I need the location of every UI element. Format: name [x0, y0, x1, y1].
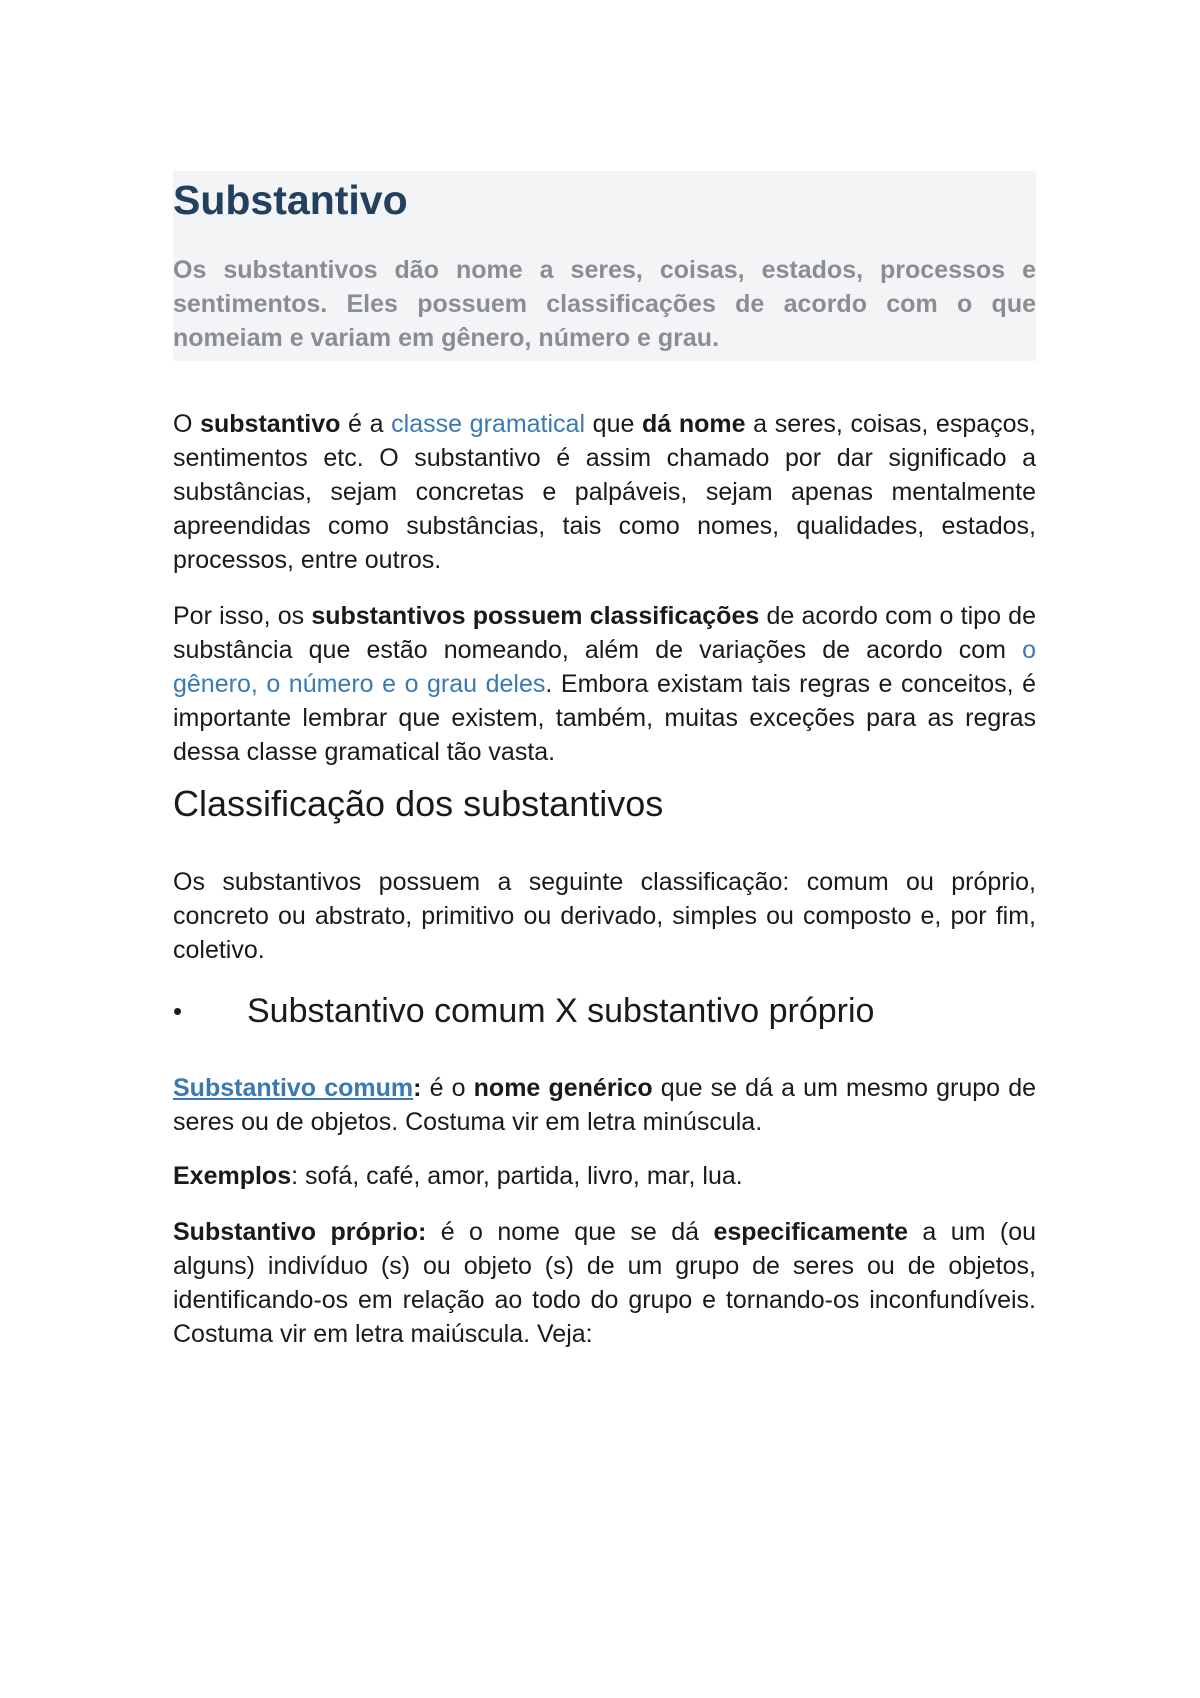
link-genero-numero-grau[interactable]: o gênero, o número e o grau deles	[173, 636, 1036, 698]
bullet-icon: •	[173, 996, 183, 1026]
bullet-heading: Substantivo comum X substantivo próprio	[247, 992, 875, 1030]
page-title: Substantivo	[173, 177, 408, 223]
document-page	[173, 171, 1036, 1351]
bold-classificacoes: substantivos possuem classificações	[311, 602, 760, 630]
paragraph-substantivo-comum: Substantivo comum: é o nome genérico que se dá a um mesmo grupo de seres ou de objetos. Costuma vir em letra minúscula.	[173, 1074, 1036, 1136]
link-classe-gramatical[interactable]: classe gramatical	[391, 410, 586, 438]
lead-paragraph: Os substantivos dão nome a seres, coisas, estados, processos e sentimentos. Eles possuem classificações de acordo com o que nomeiam e variam em gênero, número e grau.	[173, 256, 1036, 352]
intro-box	[173, 171, 1036, 361]
bold-da-nome: dá nome	[642, 410, 746, 438]
paragraph-exemplos: Exemplos: sofá, café, amor, partida, livro, mar, lua.	[173, 1162, 743, 1190]
paragraph-classification-list: Os substantivos possuem a seguinte classificação: comum ou próprio, concreto ou abstrato, primitivo ou derivado, simples ou composto e, por fim, coletivo.	[173, 868, 1036, 964]
bold-substantivo: substantivo	[200, 410, 341, 438]
paragraph-classificacoes: Por isso, os substantivos possuem classificações de acordo com o tipo de substância que estão nomeando, além de variações de acordo com o gênero, o número e o grau deles. Embora existam tais regras e conceitos, é importante lembrar que existem, também, muitas exceções para as regras dessa classe gramatical tão vasta.	[173, 602, 1037, 766]
bold-substantivo-proprio: Substantivo próprio:	[173, 1218, 427, 1246]
bold-exemplos: Exemplos	[173, 1162, 292, 1190]
bold-nome-generico: nome genérico	[473, 1074, 653, 1102]
bold-especificamente: especificamente	[713, 1218, 908, 1246]
section-heading: Classificação dos substantivos	[173, 783, 664, 824]
bullet-item	[173, 991, 1036, 1031]
link-substantivo-comum[interactable]: Substantivo comum	[173, 1074, 414, 1102]
paragraph-definition: O substantivo é a classe gramatical que dá nome a seres, coisas, espaços, sentimentos etc. O substantivo é assim chamado por dar significado a substâncias, sejam concretas e palpáveis, sejam apenas mentalmente apreendidas como substâncias, tais como nomes, qualidades, estados, processos, entre outros.	[173, 410, 1036, 574]
paragraph-substantivo-proprio: Substantivo próprio: é o nome que se dá especificamente a um (ou alguns) indivíduo (s) ou objeto (s) de um grupo de seres ou de objetos, identificando-os em relação ao todo do grupo e tornando-os inconfundíveis. Costuma vir em letra maiúscula. Veja:	[173, 1218, 1037, 1348]
